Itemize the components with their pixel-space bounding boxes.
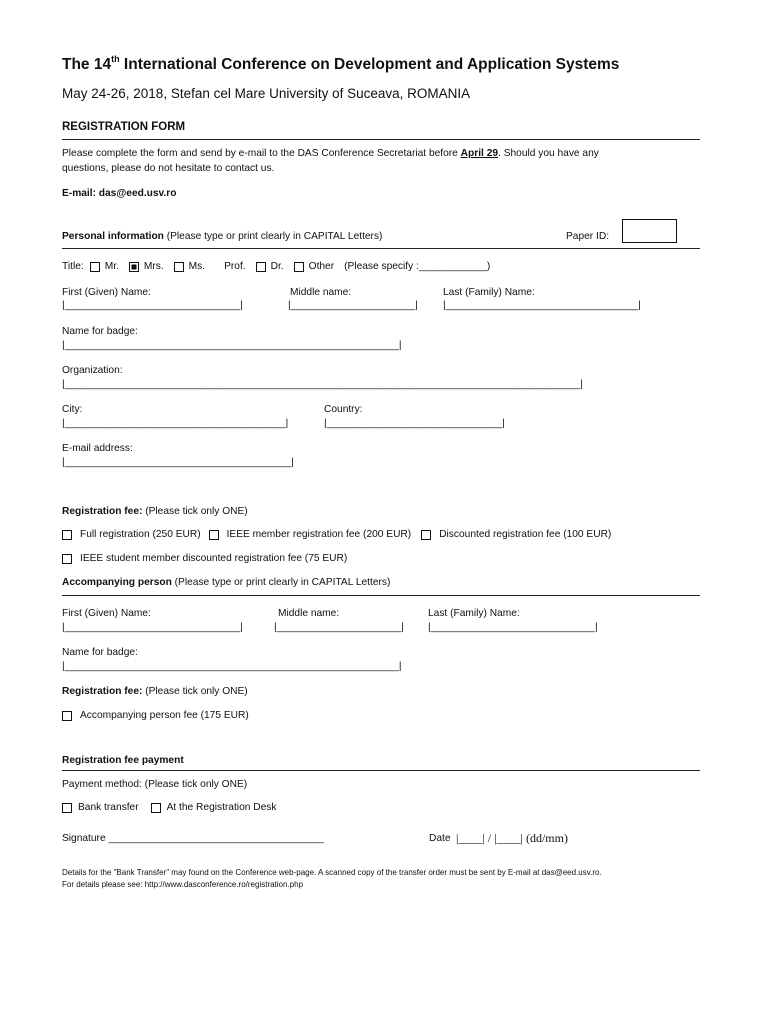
accompanying-heading-note: (Please type or print clearly in CAPITAL Letters) [171,577,391,588]
last-name-label: Last (Family) Name: [443,287,535,298]
acc-last-name-field[interactable]: |_____________________________| [428,622,598,633]
checkbox-dr[interactable] [256,262,266,272]
email-address-label: E-mail address: [62,443,133,454]
checkbox-ieee-student[interactable] [62,554,72,564]
acc-middle-name-label: Middle name: [278,608,340,619]
payment-options-row [62,802,286,813]
conference-subtitle: May 24-26, 2018, Stefan cel Mare University of Suceava, ROMANIA [62,86,471,101]
divider [62,139,700,140]
acc-fee-heading [62,686,248,697]
checkbox-ms[interactable] [174,262,184,272]
payment-option-bank[interactable] [62,802,139,813]
fee-option-ieee-member[interactable] [209,529,412,540]
fee-heading-bold: Registration fee: [62,506,143,517]
fee-student-label: IEEE student member discounted registration fee (75 EUR) [80,553,348,564]
date-label: Date [429,833,451,844]
checkbox-mr[interactable] [90,262,100,272]
last-name-field[interactable]: |__________________________________| [443,300,641,311]
acc-first-name-label: First (Given) Name: [62,608,151,619]
badge-field[interactable]: |___________________________________________________________| [62,340,402,351]
city-label: City: [62,404,83,415]
country-label: Country: [324,404,363,415]
title-prof-label: Prof. [224,261,246,272]
checkbox-ieee-member[interactable] [209,530,219,540]
middle-name-label: Middle name: [290,287,352,298]
paper-id-input[interactable] [622,219,677,243]
payment-option-desk[interactable] [151,802,277,813]
badge-label: Name for badge: [62,326,138,337]
intro-line-1 [62,148,599,159]
fee-option-student[interactable] [62,553,347,564]
checkbox-prof[interactable] [215,262,219,272]
title-label: Title: [62,261,84,272]
country-field[interactable]: |_______________________________| [324,418,505,429]
title-option-mr[interactable] [90,261,119,272]
acc-badge-label: Name for badge: [62,647,138,658]
acc-fee-option[interactable] [62,710,249,721]
fee-options-row [62,529,621,540]
signature-field[interactable]: Signature ______________________________________ [62,833,324,844]
accompanying-heading [62,577,390,588]
other-specify: (Please specify :____________) [344,261,491,272]
page-title [62,55,619,74]
checkbox-bank-transfer[interactable] [62,803,72,813]
title-dr-label: Dr. [270,261,284,272]
divider [62,595,700,596]
checkbox-discounted[interactable] [421,530,431,540]
payment-desk-label: At the Registration Desk [166,802,277,813]
title-sup: th [111,54,120,64]
fee-heading-note: (Please tick only ONE) [142,506,248,517]
payment-heading: Registration fee payment [62,755,184,766]
divider [62,248,700,249]
fee-option-discounted[interactable] [421,529,611,540]
personal-heading [62,231,382,242]
title-mr-label: Mr. [104,261,119,272]
footer-note-2: For details please see: http://www.dasconference.ro/registration.php [62,880,304,889]
acc-middle-name-field[interactable]: |______________________| [274,622,404,633]
personal-heading-bold: Personal information [62,231,164,242]
footer-note-1: Details for the "Bank Transfer" may found on the Conference web-page. A scanned copy of the transfer order must be sent by E-mail at das@eed.usv.ro. [62,868,602,877]
intro-pre: Please complete the form and send by e-mail to the DAS Conference Secretariat before [62,148,461,159]
title-pre: The 14 [62,56,112,74]
acc-last-name-label: Last (Family) Name: [428,608,520,619]
acc-badge-field[interactable]: |___________________________________________________________| [62,661,402,672]
contact-email: E-mail: das@eed.usv.ro [62,188,177,199]
checkbox-mrs[interactable] [129,262,139,272]
payment-bank-label: Bank transfer [78,802,139,813]
accompanying-heading-bold: Accompanying person [62,577,172,588]
title-option-prof[interactable] [215,261,246,272]
date-field[interactable]: |____| / |____| (dd/mm) [456,831,568,845]
intro-post: . Should you have any [498,148,599,159]
fee-ieee-member-label: IEEE member registration fee (200 EUR) [226,529,412,540]
acc-first-name-field[interactable]: |_______________________________| [62,622,243,633]
checkbox-accompanying-fee[interactable] [62,711,72,721]
acc-fee-heading-note: (Please tick only ONE) [142,686,248,697]
title-row [62,261,490,272]
first-name-label: First (Given) Name: [62,287,151,298]
intro-line-2: questions, please do not hesitate to contact us. [62,163,275,174]
fee-discounted-label: Discounted registration fee (100 EUR) [439,529,612,540]
acc-fee-label: Accompanying person fee (175 EUR) [80,710,249,721]
intro-deadline: April 29 [460,148,499,159]
acc-fee-heading-bold: Registration fee: [62,686,143,697]
title-option-dr[interactable] [256,261,284,272]
city-field[interactable]: |_______________________________________| [62,418,289,429]
first-name-field[interactable]: |_______________________________| [62,300,243,311]
title-other-label: Other [308,261,335,272]
checkbox-registration-desk[interactable] [151,803,161,813]
fee-option-full[interactable] [62,529,201,540]
checkbox-other[interactable] [294,262,304,272]
checkbox-full-registration[interactable] [62,530,72,540]
divider [62,770,700,771]
title-mrs-label: Mrs. [143,261,164,272]
personal-heading-note: (Please type or print clearly in CAPITAL Letters) [163,231,383,242]
fee-full-label: Full registration (250 EUR) [80,529,201,540]
middle-name-field[interactable]: |______________________| [288,300,418,311]
email-address-field[interactable]: |________________________________________| [62,457,294,468]
form-heading: REGISTRATION FORM [62,121,186,133]
organization-field[interactable]: |___________________________________________________________________________________________| [62,379,583,390]
paper-id-label: Paper ID: [566,231,610,242]
payment-method-label: Payment method: (Please tick only ONE) [62,779,248,790]
organization-label: Organization: [62,365,123,376]
title-option-other[interactable] [294,261,334,272]
title-option-mrs[interactable] [129,261,164,272]
title-option-ms[interactable] [174,261,205,272]
fee-heading [62,506,248,517]
title-ms-label: Ms. [188,261,206,272]
title-post: International Conference on Development and Application Systems [119,56,620,74]
